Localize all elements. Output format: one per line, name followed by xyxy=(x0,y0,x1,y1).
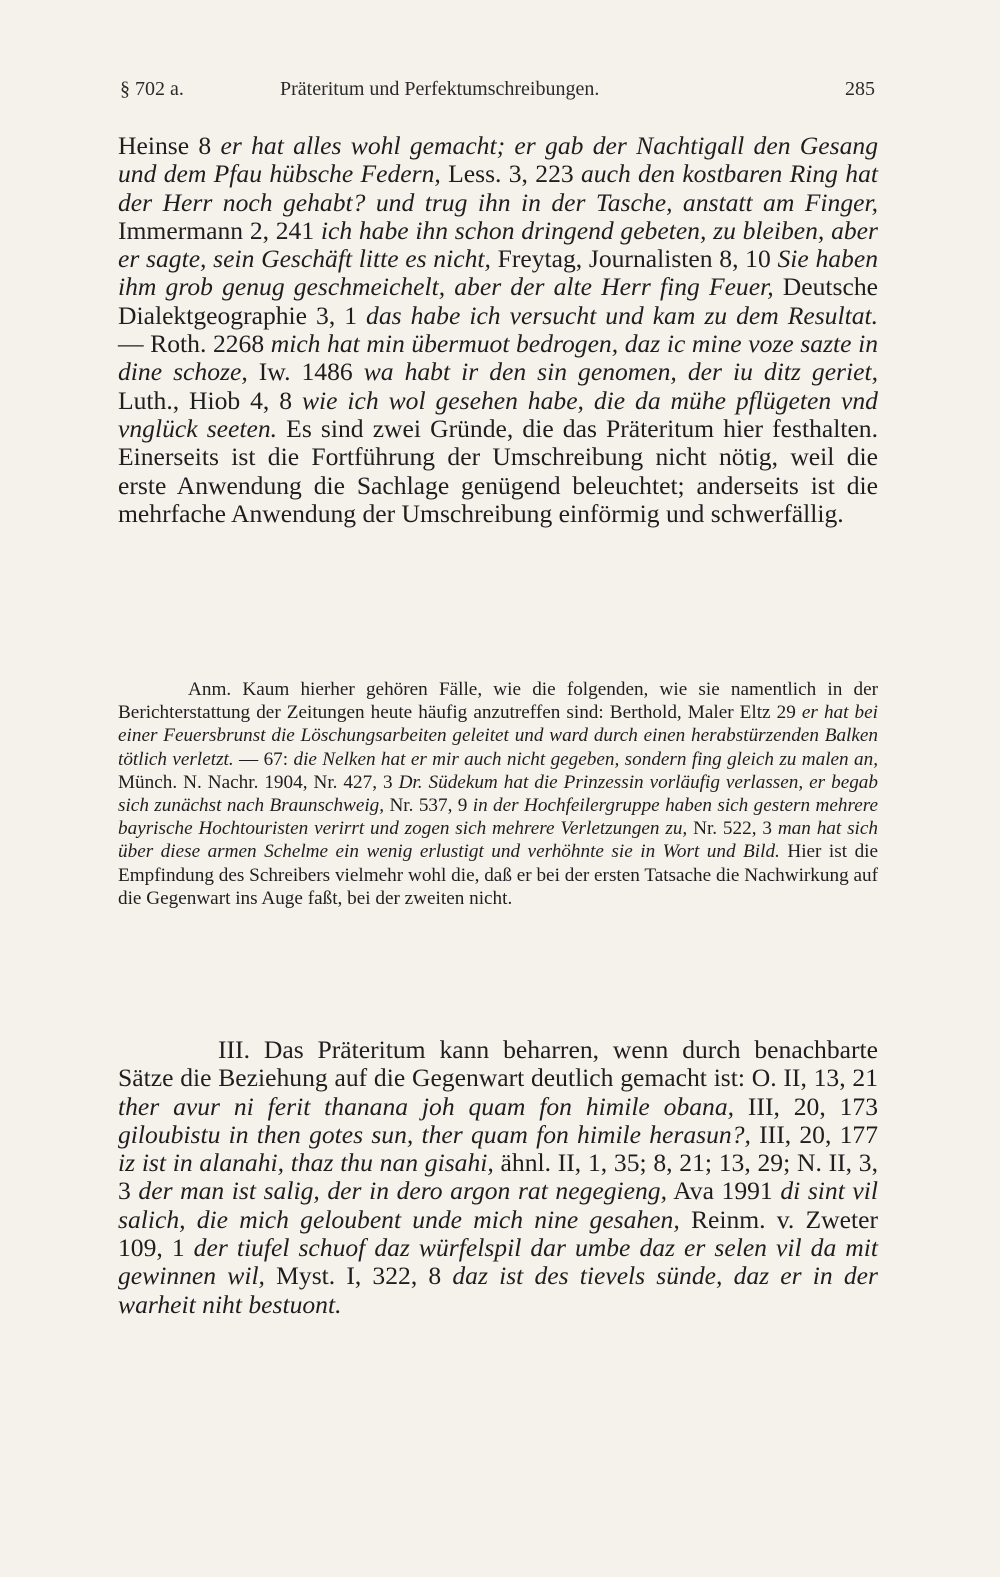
body-text: Nr. 537, 9 xyxy=(384,795,473,817)
quoted-example: das habe ich versucht und kam zu dem Resultat. xyxy=(366,300,879,330)
quoted-example: er hat alles wohl gemacht; er gab der Nachtigall den Gesang und dem Pfau hübsche Federn, xyxy=(118,131,878,189)
quoted-example: man hat sich über diese armen Schelme ein wenig erlustigt und verhöhnte sie in Wort und Bild. xyxy=(118,818,878,863)
quoted-example: wie ich wol gesehen habe, die da mühe pflügeten vnd vnglück seeten. xyxy=(118,385,878,443)
section-number: § 702 a. xyxy=(120,78,184,100)
body-text: Es sind zwei Gründe, die das Präteritum hier festhalten. Einerseits ist die Fortführung der Umschreibung nicht nötig, weil die erste Anwendung die Sachlage genügend beleuchtet; anderseits ist die mehrfache Anwendung der Umschreibung einförmig und schwerfällig. xyxy=(118,413,878,528)
quoted-example: mich hat min übermuot bedrogen, daz ic mine voze sazte in dine schoze, xyxy=(118,329,878,387)
body-text: III. Das Präteritum kann beharren, wenn durch benachbarte Sätze die Beziehung auf die Gegenwart deutlich gemacht ist: O. II, 13, 21 xyxy=(118,1035,878,1093)
running-title: Präteritum und Perfektumschreibungen. xyxy=(280,78,600,100)
body-text: III, 20, 177 xyxy=(750,1119,878,1149)
page-number: 285 xyxy=(845,78,875,100)
annotation-paragraph xyxy=(118,678,878,910)
quoted-example: ich habe ihn schon dringend gebeten, zu bleiben, aber er sagte, sein Geschäft litte es nicht, xyxy=(118,215,878,274)
body-text: Less. 3, 223 xyxy=(440,159,581,189)
body-text: Hier ist die Empfindung des Schreibers vielmehr wohl die, daß er bei der ersten Tatsache die Nachwirkung auf die Gegenwart ins Auge faßt, bei der zweiten nicht. xyxy=(118,841,879,909)
body-text: Luth., Hiob 4, 8 xyxy=(118,385,302,415)
quoted-example: giloubistu in then gotes sun, ther quam fon himile herasun?, xyxy=(118,1119,751,1149)
body-text: III, 20, 173 xyxy=(734,1091,878,1121)
body-text: Myst. I, 322, 8 xyxy=(264,1261,453,1291)
quoted-example: Sie haben ihm grob genug geschmeichelt, aber der alte Herr fing Feuer, xyxy=(118,244,879,302)
body-text: Anm. Kaum hierher gehören Fälle, wie die folgenden, wie sie namentlich in der Berichterstattung der Zeitungen heute häufig anzutreffen sind: Berthold, Maler Eltz 29 xyxy=(118,679,878,724)
quoted-example: Dr. Südekum hat die Prinzessin vorläufig verlassen, er begab sich zunächst nach Braunschweig, xyxy=(118,771,878,817)
body-text: Nr. 522, 3 xyxy=(687,818,778,840)
body-text: Reinm. v. Zweter 109, 1 xyxy=(118,1204,878,1263)
body-text: — Roth. 2268 xyxy=(118,329,271,359)
quoted-example: in der Hochfeilergruppe haben sich gestern mehrere bayrische Hochtouristen verirrt und zogen sich mehrere Verletzungen zu, xyxy=(118,795,879,840)
body-text: Ava 1991 xyxy=(667,1176,781,1206)
quoted-example: er hat bei einer Feuersbrunst die Löschungsarbeiten geleitet und ward durch einen herabstürzenden Balken tötlich verletzt. xyxy=(118,702,878,770)
running-header xyxy=(120,78,875,108)
body-text: Freytag, Journalisten 8, 10 xyxy=(490,244,778,274)
body-text: Münch. N. Nachr. 1904, Nr. 427, 3 xyxy=(118,771,399,793)
section-iii-paragraph xyxy=(118,1036,878,1319)
quoted-example: wa habt ir den sin genomen, der iu ditz geriet, xyxy=(363,357,878,387)
quoted-example: iz ist in alanahi, thaz thu nan gisahi, xyxy=(118,1148,494,1178)
body-text: Heinse 8 xyxy=(118,131,221,160)
body-text: ähnl. II, 1, 35; 8, 21; 13, 29; N. II, 3, 3 xyxy=(118,1148,878,1206)
body-text: Iw. 1486 xyxy=(247,357,364,387)
body-text: Deutsche Dialektgeographie 3, 1 xyxy=(118,272,878,330)
quoted-example: auch den kostbaren Ring hat der Herr noch gehabt? und trug ihn in der Tasche, anstatt am Finger, xyxy=(118,159,878,217)
quoted-example: daz ist des tievels sünde, daz er in der warheit niht bestuont. xyxy=(118,1261,878,1319)
quoted-example: der man ist salig, der in dero argon rat negegieng, xyxy=(138,1176,667,1206)
body-text: Immermann 2, 241 xyxy=(118,215,321,245)
quoted-example: die Nelken hat er mir auch nicht gegeben, sondern fing gleich zu malen an, xyxy=(293,748,878,770)
quoted-example: di sint vil salich, die mich geloubent unde mich nine gesahen, xyxy=(118,1176,878,1234)
body-text: — 67: xyxy=(233,748,294,770)
quoted-example: ther avur ni ferit thanana joh quam fon himile obana, xyxy=(118,1091,735,1121)
quoted-example: der tiufel schuof daz würfelspil dar umbe daz er selen vil da mit gewinnen wil, xyxy=(118,1233,878,1291)
main-paragraph-examples xyxy=(118,132,878,528)
